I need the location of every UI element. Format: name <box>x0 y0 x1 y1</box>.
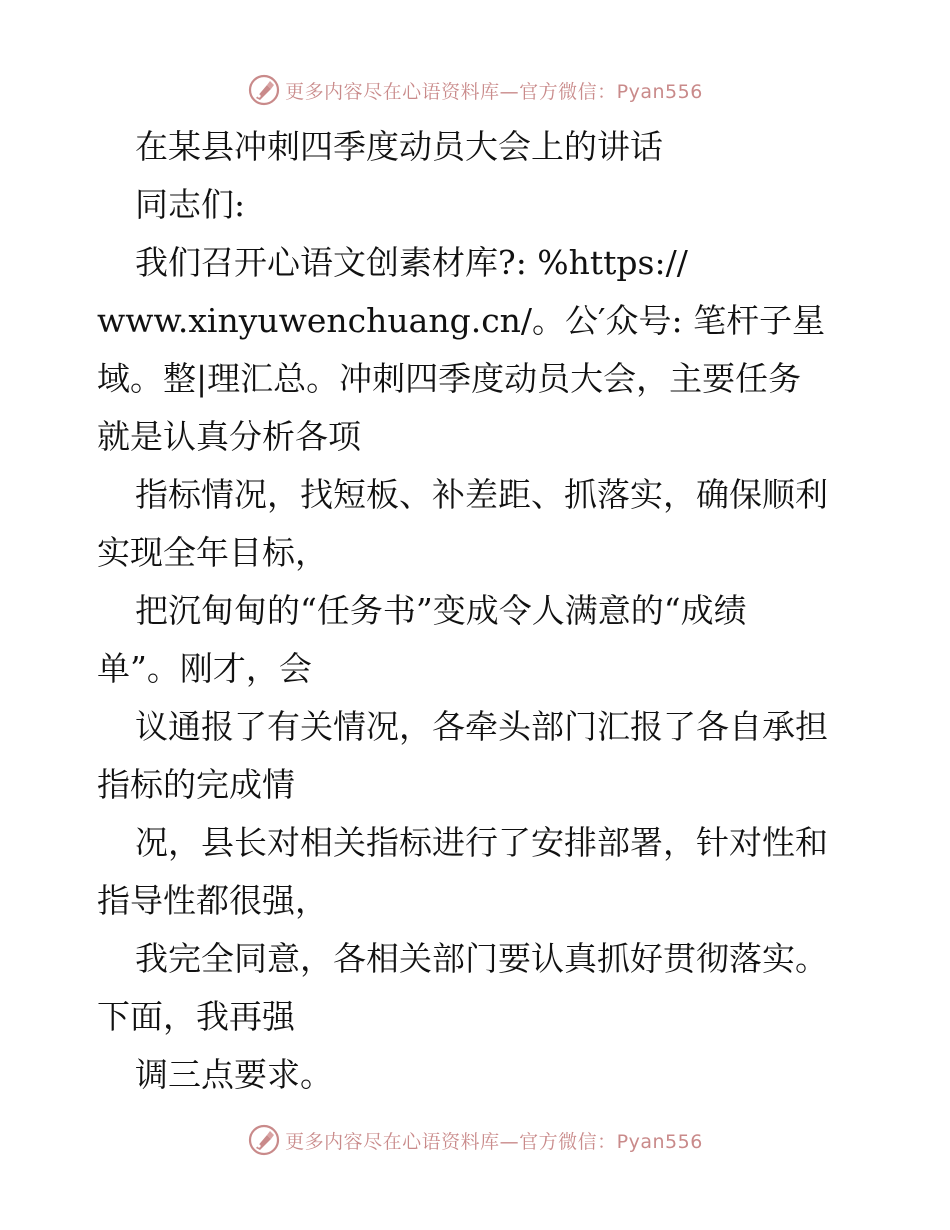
paragraph-line: 域。整|理汇总。冲刺四季度动员大会，主要任务 <box>97 359 802 398</box>
paragraph-line: 调三点要求。 <box>135 1055 333 1094</box>
pen-nib-circle-icon <box>247 1123 281 1157</box>
paragraph-line: 我完全同意，各相关部门要认真抓好贯彻落实。 <box>135 939 828 978</box>
paragraph-line: 指标情况，找短板、补差距、抓落实，确保顺利 <box>135 475 828 514</box>
paragraph-line: 议通报了有关情况，各牵头部门汇报了各自承担 <box>135 707 828 746</box>
paragraph-line: 我们召开心语文创素材库?: %https:// <box>135 243 688 282</box>
salutation: 同志们: <box>135 185 246 224</box>
document-body <box>97 118 857 1104</box>
footer-banner-text: 更多内容尽在心语资料库—官方微信：Pyan556 <box>285 1130 703 1153</box>
footer-banner <box>0 1120 950 1160</box>
paragraph-line: 实现全年目标， <box>97 533 328 572</box>
paragraph-line: 况，县长对相关指标进行了安排部署，针对性和 <box>135 823 828 862</box>
paragraph-line: 指导性都很强， <box>97 881 328 920</box>
pen-nib-circle-icon <box>247 73 281 107</box>
header-banner-text: 更多内容尽在心语资料库—官方微信：Pyan556 <box>285 80 703 103</box>
paragraph-line: www.xinyuwenchuang.cn/。公′众号: 笔杆子星 <box>97 301 826 340</box>
paragraph-line: 把沉甸甸的“任务书”变成令人满意的“成绩 <box>135 591 747 630</box>
paragraph-line: 指标的完成情 <box>97 765 295 804</box>
document-title: 在某县冲刺四季度动员大会上的讲话 <box>135 127 663 166</box>
header-banner <box>0 70 950 110</box>
paragraph-line: 就是认真分析各项 <box>97 417 361 456</box>
paragraph-line: 下面，我再强 <box>97 997 295 1036</box>
paragraph-line: 单”。刚才，会 <box>97 649 312 688</box>
